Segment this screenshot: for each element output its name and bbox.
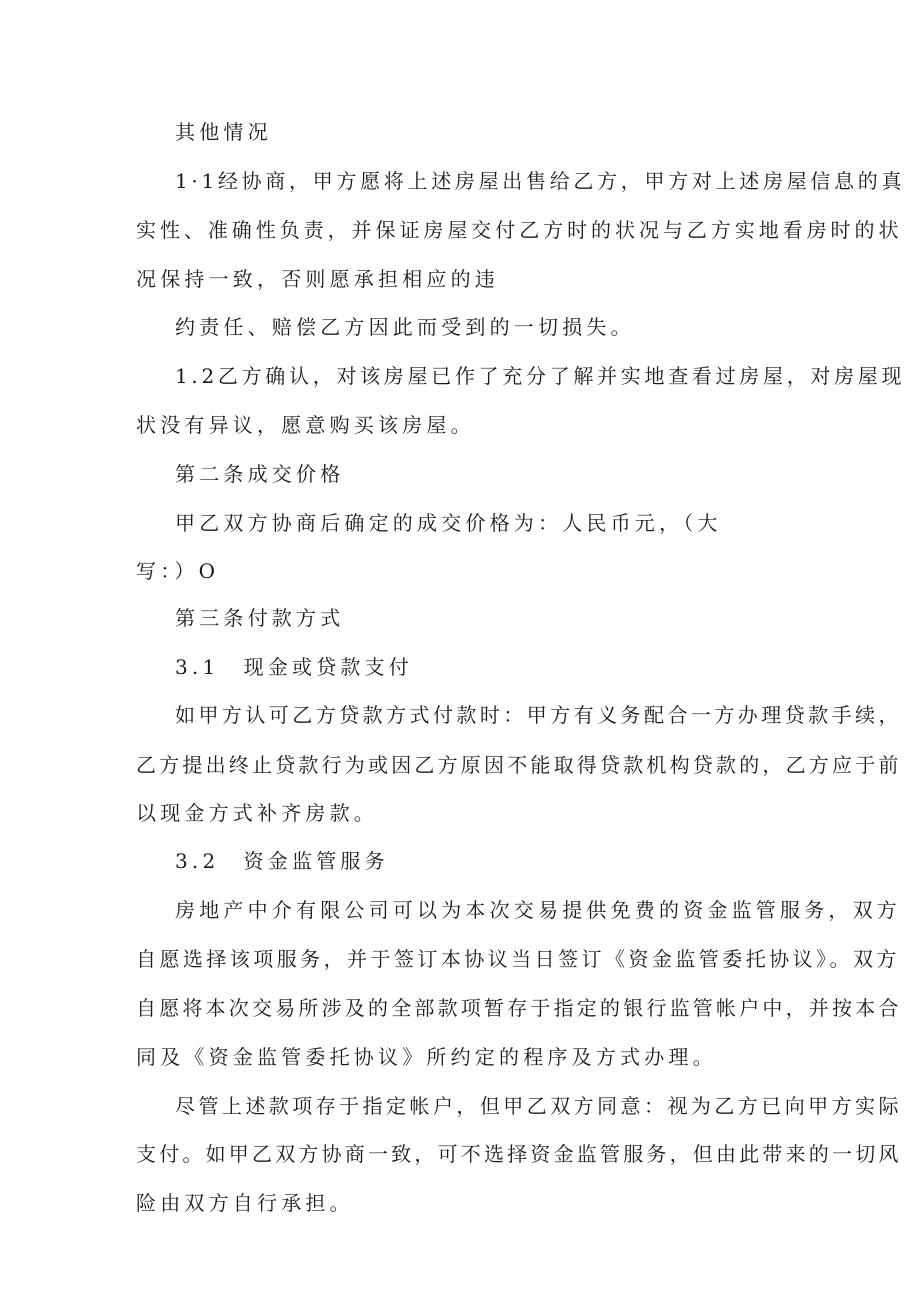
paragraph-line: 甲乙双方协商后确定的成交价格为：人民币元，（大 — [175, 511, 722, 535]
paragraph-line: 房地产中介有限公司可以为本次交易提供免费的资金监管服务，双方 — [175, 898, 901, 922]
paragraph-line: 险由双方自行承担。 — [136, 1191, 354, 1215]
article-title: 第二条成交价格 — [175, 462, 345, 486]
paragraph-line: 乙方提出终止贷款行为或因乙方原因不能取得贷款机构贷款的，乙方应于前 — [136, 753, 902, 777]
paragraph-line: 1·1经协商，甲方愿将上述房屋出售给乙方，甲方对上述房屋信息的真 — [175, 169, 906, 193]
paragraph-line: 尽管上述款项存于指定帐户，但甲乙双方同意：视为乙方已向甲方实际 — [175, 1094, 902, 1118]
paragraph-line: 况保持一致，否则愿承担相应的违 — [136, 267, 499, 291]
section-heading-other: 其他情况 — [175, 120, 272, 144]
paragraph-line: 状没有异议，愿意购买该房屋。 — [136, 413, 475, 437]
article-title: 第三条付款方式 — [175, 606, 345, 630]
section-title: 3.2 资金监管服务 — [175, 849, 389, 873]
section-title: 3.1 现金或贷款支付 — [175, 655, 414, 679]
paragraph-line: 以现金方式补齐房款。 — [136, 801, 378, 825]
paragraph-line: 同及《资金监管委托协议》所约定的程序及方式办理。 — [136, 1045, 717, 1069]
paragraph-line: 自愿将本次交易所涉及的全部款项暂存于指定的银行监管帐户中，并按本合 — [136, 996, 902, 1020]
paragraph-line: 约责任、赔偿乙方因此而受到的一切损失。 — [175, 315, 635, 339]
paragraph-line: 写：）O — [136, 559, 220, 583]
paragraph-line: 支付。如甲乙双方协商一致，可不选择资金监管服务，但由此带来的一切风 — [136, 1142, 902, 1166]
paragraph-line: 自愿选择该项服务，并于签订本协议当日签订《资金监管委托协议》。双方 — [136, 947, 900, 971]
paragraph-line: 1.2乙方确认，对该房屋已作了充分了解并实地查看过房屋，对房屋现 — [175, 364, 906, 388]
paragraph-line: 实性、准确性负责，并保证房屋交付乙方时的状况与乙方实地看房时的状 — [136, 218, 903, 242]
paragraph-line: 如甲方认可乙方贷款方式付款时：甲方有义务配合一方办理贷款手续， — [175, 703, 902, 727]
